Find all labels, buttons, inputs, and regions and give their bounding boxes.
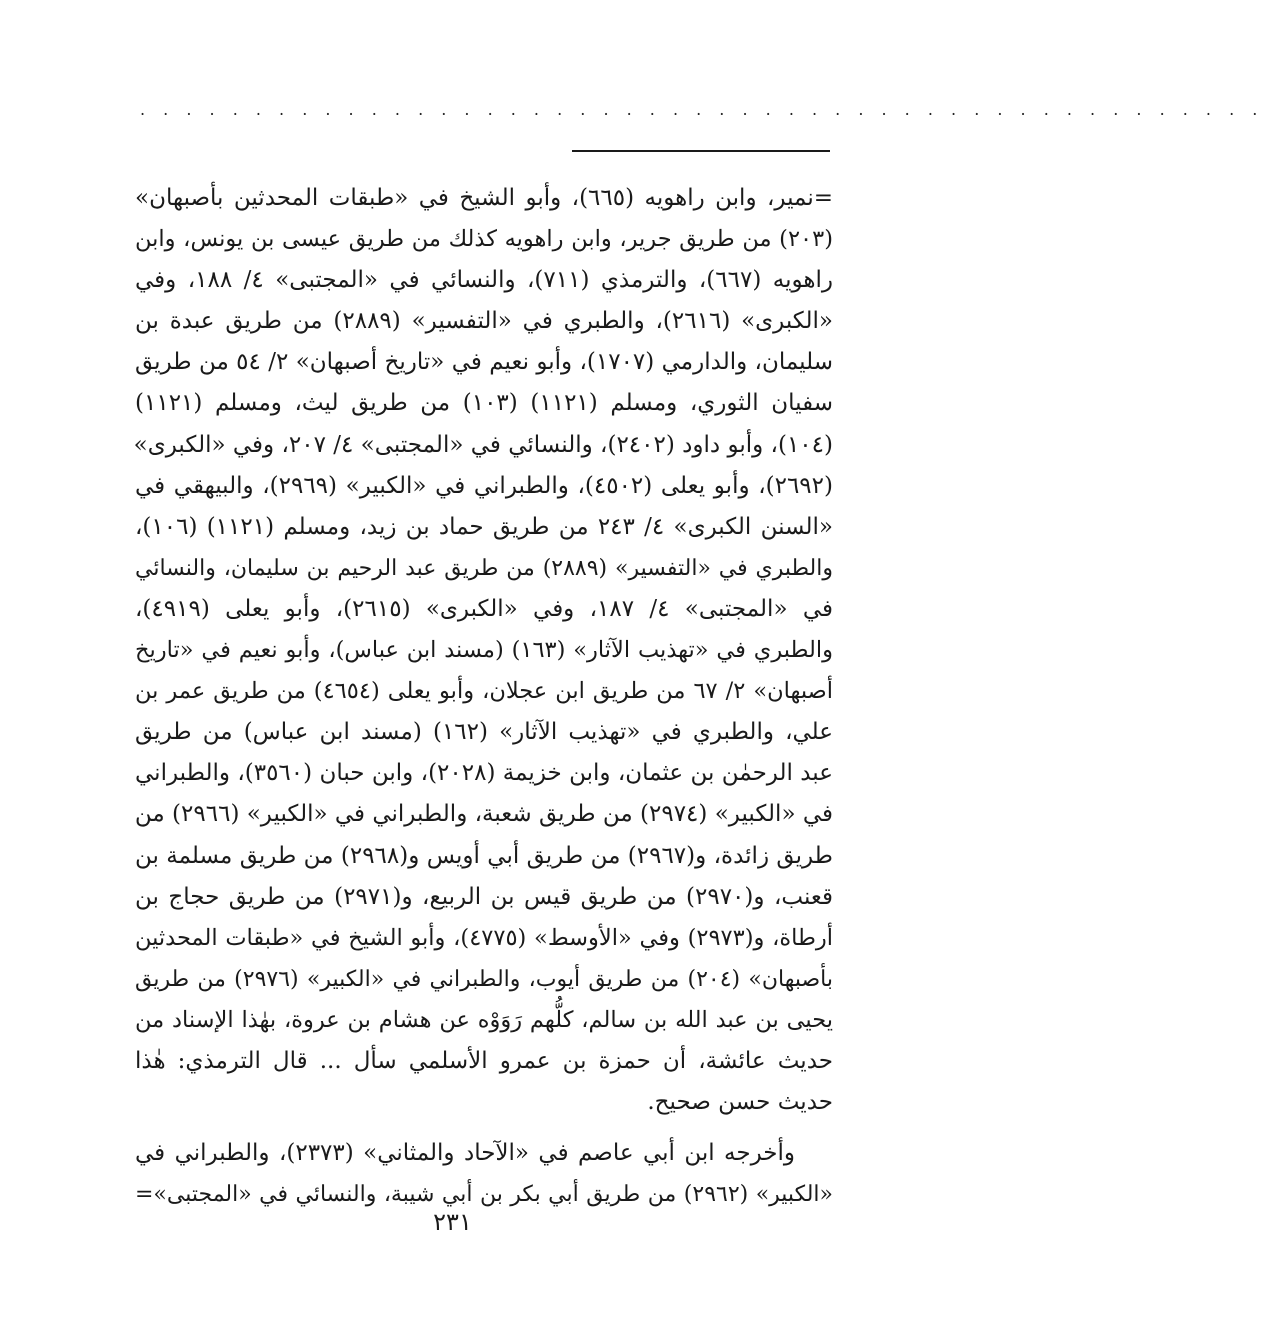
page-number: ٢٣١ [433,1208,472,1236]
paragraph-gap [135,1123,833,1133]
footnote-rule [572,150,830,152]
paragraph-1 [135,178,833,1123]
text-line: أصبهان» ٢/ ٦٧ من طريق ابن عجلان، وأبو يعلى (٤٦٥٤) من طريق عمر بن [135,678,833,705]
text-line: (١٠٤)، وأبو داود (٢٤٠٢)، والنسائي في «المجتبى» ٤/ ٢٠٧، وفي «الكبرى» [133,431,833,458]
text-line: سفيان الثوري، ومسلم (١١٢١) (١٠٣) من طريق ليث، ومسلم (١١٢١) [135,390,833,417]
text-line: والطبري في «التفسير» (٢٨٨٩) من طريق عبد الرحيم بن سليمان، والنسائي [135,555,833,581]
text-line: سليمان، والدارمي (١٧٠٧)، وأبو نعيم في «تاريخ أصبهان» ٢/ ٥٤ من طريق [135,349,834,376]
text-line: (٢٠٣) من طريق جرير، وابن راهويه كذلك من طريق عيسى بن يونس، وابن [135,226,833,253]
text-line: حديث عائشة، أن حمزة بن عمرو الأسلمي سأل ... قال الترمذي: هٰذا [135,1047,833,1074]
text-line: في «المجتبى» ٤/ ١٨٧، وفي «الكبرى» (٢٦١٥)، وأبو يعلى (٤٩١٩)، [135,595,833,622]
text-line: والطبري في «تهذيب الآثار» (١٦٣) (مسند ابن عباس)، وأبو نعيم في «تاريخ [135,637,833,664]
text-line: وأخرجه ابن أبي عاصم في «الآحاد والمثاني» (٢٣٧٣)، والطبراني في [135,1140,795,1167]
text-line: علي، والطبري في «تهذيب الآثار» (١٦٢) (مسند ابن عباس) من طريق [135,719,834,746]
text-line: في «الكبير» (٢٩٧٤) من طريق شعبة، والطبراني في «الكبير» (٢٩٦٦) من [134,801,833,828]
text-line: =نمير، وابن راهويه (٦٦٥)، وأبو الشيخ في «طبقات المحدثين بأصبهان» [135,185,833,211]
text-line: «السنن الكبرى» ٤/ ٢٤٣ من طريق حماد بن زيد، ومسلم (١١٢١) (١٠٦)، [135,513,833,540]
text-line: أرطاة، و(٢٩٧٣) وفي «الأوسط» (٤٧٧٥)، وأبو الشيخ في «طبقات المحدثين [135,924,834,951]
text-line: يحيى بن عبد الله بن سالم، كلُّهم رَوَوْه عن هشام بن عروة، بهٰذا الإسناد من [135,1006,833,1033]
text-line: حديث حسن صحيح. [647,1089,833,1116]
text-line: عبد الرحمٰن بن عثمان، وابن خزيمة (٢٠٢٨)، وابن حبان (٣٥٦٠)، والطبراني [135,760,833,787]
text-line: بأصبهان» (٢٠٤) من طريق أيوب، والطبراني في «الكبير» (٢٩٧٦) من طريق [135,966,833,992]
text-line: قعنب، و(٢٩٧٠) من طريق قيس بن الربيع، و(٢٩٧١) من طريق حجاج بن [135,883,834,910]
text-line: «الكبرى» (٢٦١٦)، والطبري في «التفسير» (٢٨٨٩) من طريق عبدة بن [135,308,833,335]
text-line: «الكبير» (٢٩٦٢) من طريق أبي بكر بن أبي شيبة، والنسائي في «المجتبى»= [135,1182,833,1208]
text-line: (٢٦٩٢)، وأبو يعلى (٤٥٠٢)، والطبراني في «الكبير» (٢٩٦٩)، والبيهقي في [135,472,833,499]
footnote-text [135,178,833,1215]
text-line: طريق زائدة، و(٢٩٦٧) من طريق أبي أويس و(٢٩٦٨) من طريق مسلمة بن [135,842,833,869]
text-line: راهويه (٦٦٧)، والترمذي (٧١١)، والنسائي في «المجتبى» ٤/ ١٨٨، وفي [135,267,834,294]
top-dotted-separator: . . . . . . . . . . . . . . . . . . . . . . . . . . . . . . . . . . . . . . . . . . . . . . . . . [140,100,1264,119]
